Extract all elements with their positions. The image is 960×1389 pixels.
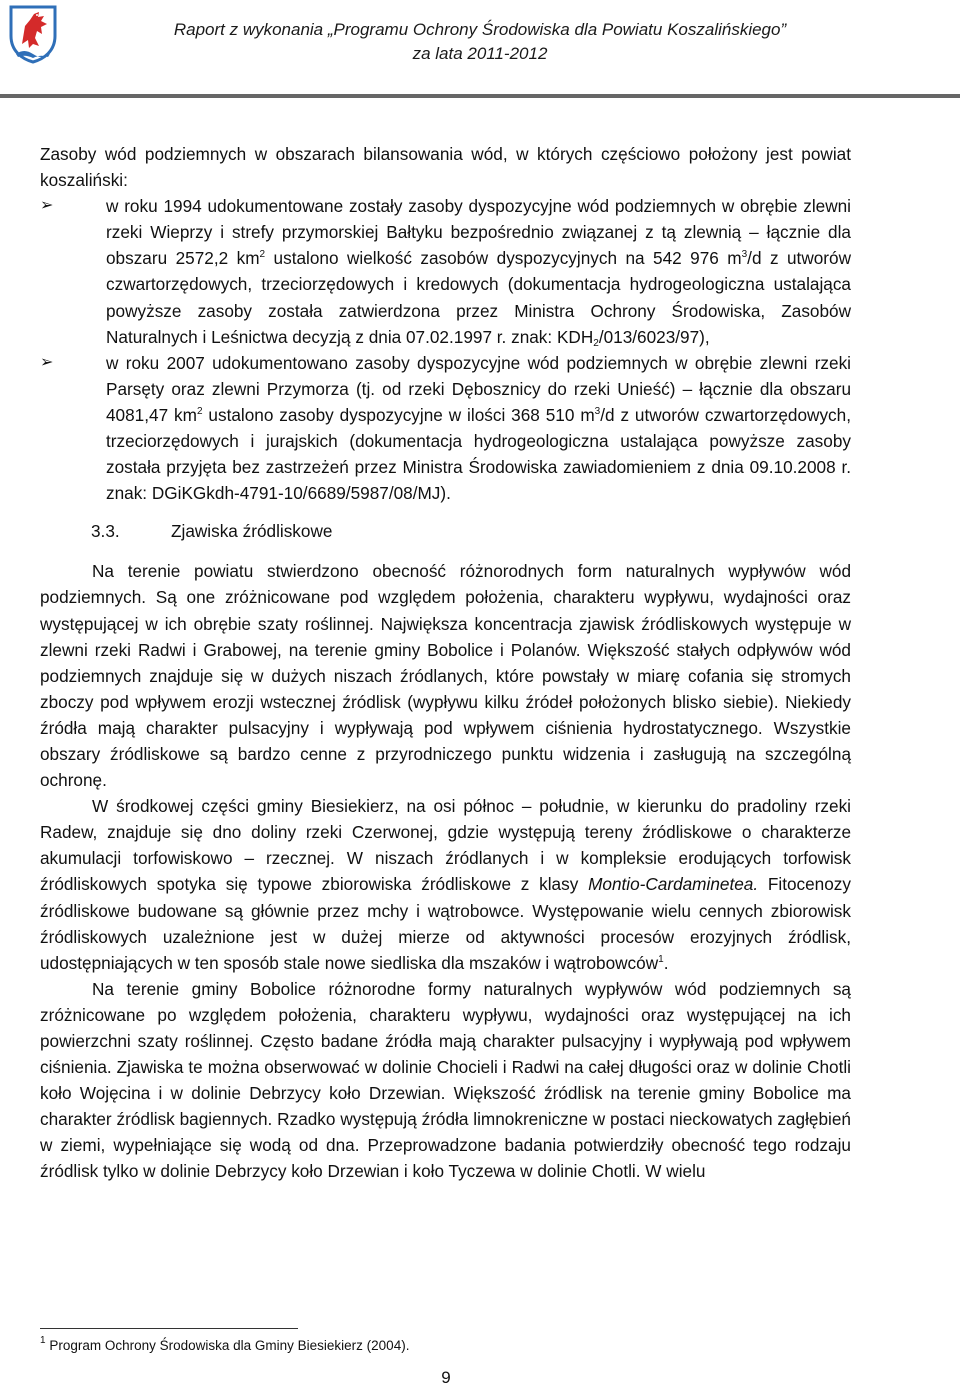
- body-paragraph: W środkowej części gminy Biesiekierz, na osi północ – południe, w kierunku do pradoliny rzeki Radew, znajduje się dno doliny rzeki Czerwonej, gdzie występują tereny źródliskowe o charakterze akumulacji torfowiskowo – rzecznej. W niszach źródlanych i w kompleksie erodujących torfowisk źródliskowych spotyka się typowe zbiorowiska źródliskowe z klasy Montio-Cardaminetea. Fitocenozy źródliskowe budowane są głównie przez mchy i wątrobowce. Występowanie wielu cennych zbiorowisk źródliskowych uzależnione jest w dużej mierze od aktywności procesów erozyjnych źródlisk, udostępniających w ten sposób stale nowe siedliska dla mszaków i wątrobowców$^1$.: [40, 796, 851, 973]
- resources-list: [40, 193, 851, 506]
- list-item: ➢ w roku 2007 udokumentowano zasoby dyspozycyjne wód podziemnych w obrębie zlewni rzeki Parsęty oraz zlewni Przymorza (tj. od rzeki Dębosznicy do rzeki Unieść) – łącznie dla obszaru 4081,47 $km^2$ ustalono zasoby dyspozycyjne w ilości 368 510 $m^3/d$ z utworów czwartorzędowych, trzeciorzędowych i jurajskich (dokumentacja hydrogeologiczna ustalająca powyższe zasoby została przyjęta bez zastrzeżeń przez Ministra Środowiska zawiadomieniem z dnia 09.10.2008 r. znak: DGiKGkdh-4791-10/6689/5987/08/MJ).: [40, 350, 851, 507]
- section-title: Zjawiska źródliskowe: [171, 521, 333, 542]
- header-divider: [0, 94, 960, 98]
- footnote: $^1$ Program Ochrony Środowiska dla Gminy Biesiekierz (2004).: [40, 1335, 410, 1353]
- body-paragraph: Na terenie powiatu stwierdzono obecność różnorodnych form naturalnych wypływów wód podziemnych. Są one zróżnicowane pod względem położenia, charakteru wypływu, wydajności oraz występującej w ich obrębie szaty roślinnej. Największa koncentracja zjawisk źródliskowych występuje w zlewni rzeki Radwi i Grabowej, na terenie gminy Bobolice i Polanów. Większość stałych odpływów wód podziemnych znajduje się w dużych niszach źródlanych, które powstały w miarę cofania się stromych zboczy pod wpływem erozji wstecznej źródlisk (wypływu kilku źródeł położonych blisko siebie). Niekiedy źródła mają charakter pulsacyjny i wypływają pod wpływem ciśnienia hydrostatycznego. Wszystkie obszary źródliskowe są bardzo cenne z przyrodniczego punktu widzenia i zasługują na szczególną ochronę.: [40, 561, 851, 791]
- arrow-bullet-icon: ➢: [40, 353, 54, 371]
- list-item: ➢ w roku 1994 udokumentowane zostały zasoby dyspozycyjne wód podziemnych w obrębie zlewni rzeki Wieprzy i strefy przymorskiej Bałtyku bezpośrednio związanej z tą zlewnią – łącznie dla obszaru 2572,2 $km^2$ ustalono wielkość zasobów dyspozycyjnych na 542 976 $m^3/d$ z utworów czwartorzędowych, trzeciorzędowych i kredowych (dokumentacja hydrogeologiczna ustalająca powyższe zasoby została zatwierdzona przez Ministra Ochrony Środowiska, Zasobów Naturalnych i Leśnictwa decyzją z dnia 07.02.1997 r. znak: $KDH_2/013/6023/97$),: [40, 193, 851, 350]
- page-number: 9: [441, 1368, 451, 1387]
- intro-paragraph: Zasoby wód podziemnych w obszarach bilansowania wód, w których częściowo położony jest powiat koszaliński:: [40, 144, 851, 191]
- body-paragraph: Na terenie gminy Bobolice różnorodne formy naturalnych wypływów wód podziemnych są zróżnicowane po względem położenia, charakteru wypływu, wydajności oraz występującej na ich powierzchni szaty roślinnej. Często badane źródła mają charakter pulsacyjny i wypływają pod wpływem ciśnienia. Zjawiska te można obserwować w dolinie Chocieli i Radwi na całej długości oraz w dolinie Chotli koło Wojęcina i w dolinie Debrzycy koło Drzewian. Większość źródlisk na terenie gminy Bobolice ma charakter źródlisk bagiennych. Rzadko występują źródła limnokreniczne w postaci nieckowatych zagłębień w ziemi, wypełniające się wodą od dna. Przeprowadzone badania potwierdziły obecność tego rodzaju źródlisk tylko w dolinie Debrzycy koło Drzewian i koło Tyczewa w dolinie Chotli. W wielu: [40, 978, 851, 1182]
- report-period: za lata 2011-2012: [412, 44, 548, 63]
- page-header: [0, 0, 960, 98]
- footnote-divider: [40, 1328, 298, 1329]
- section-heading: [40, 518, 851, 544]
- coat-of-arms-icon: [8, 4, 58, 64]
- footnote-reference: 1: [658, 953, 664, 965]
- report-title: Raport z wykonania „Programu Ochrony Środowiska dla Powiatu Koszalińskiego”: [173, 20, 787, 39]
- arrow-bullet-icon: ➢: [40, 197, 54, 215]
- section-number: 3.3.: [91, 521, 120, 542]
- document-body: [40, 141, 851, 1185]
